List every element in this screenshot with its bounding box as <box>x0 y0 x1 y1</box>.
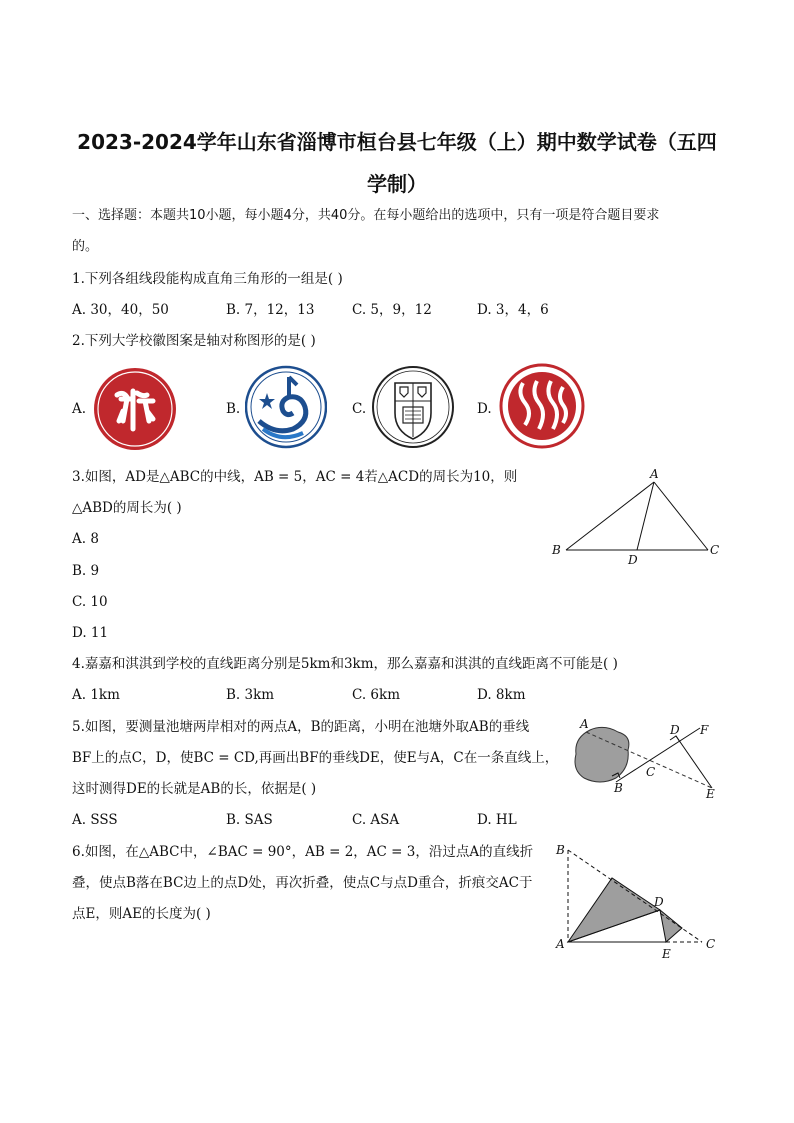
q4-option-d[interactable]: D. 8km <box>477 687 526 703</box>
page-title-line-1: 2023-2024学年山东省淄博市桓台县七年级（上）期中数学试卷（五四 <box>77 130 717 154</box>
q1-stem: 1.下列各组线段能构成直角三角形的一组是( ) <box>72 271 343 287</box>
q3-label-d: D <box>628 553 638 567</box>
page-title-line-2: 学制） <box>367 172 427 196</box>
q4-stem: 4.嘉嘉和淇淇到学校的直线距离分别是5km和3km，那么嘉嘉和淇淇的直线距离不可能是( ) <box>72 656 618 672</box>
q1-option-c[interactable]: C. 5，9，12 <box>352 302 432 318</box>
q5-option-a[interactable]: A. SSS <box>72 812 118 828</box>
q6-label-b: B <box>556 843 565 857</box>
q1-option-b[interactable]: B. 7，12，13 <box>226 302 315 318</box>
q2-stem: 2.下列大学校徽图案是轴对称图形的是( ) <box>72 333 316 349</box>
q5-pond-figure <box>570 716 724 802</box>
q5-stem-line-3: 这时测得DE的长就是AB的长，依据是( ) <box>72 781 317 797</box>
q3-stem-line-1: 3.如图，AD是△ABC的中线，AB = 5，AC = 4若△ACD的周长为10，则 <box>72 469 518 485</box>
q3-label-b: B <box>552 543 561 557</box>
q5-label-a: A <box>580 717 589 731</box>
section-heading-line-2: 的。 <box>72 239 99 254</box>
q3-label-a: A <box>650 467 659 481</box>
q4-option-b[interactable]: B. 3km <box>226 687 275 703</box>
q5-label-b: B <box>614 781 623 795</box>
q4-option-a[interactable]: A. 1km <box>72 687 120 703</box>
q3-triangle-figure <box>548 466 728 572</box>
q6-stem-line-1: 6.如图，在△ABC中，∠BAC = 90°，AB = 2，AC = 3，沿过点A的直线折 <box>72 844 534 860</box>
q2-option-b[interactable]: B. <box>226 401 241 417</box>
q3-stem-line-2: △ABD的周长为( ) <box>72 500 182 516</box>
q6-stem-line-2: 叠，使点B落在BC边上的点D处，再次折叠，使点C与点D重合，折痕交AC于 <box>72 875 533 891</box>
q2-option-d[interactable]: D. <box>477 401 492 417</box>
q5-option-c[interactable]: C. ASA <box>352 812 400 828</box>
q2-option-c[interactable]: C. <box>352 401 367 417</box>
q5-stem-line-1: 5.如图，要测量池塘两岸相对的两点A，B的距离，小明在池塘外取AB的垂线 <box>72 719 530 735</box>
q5-stem-line-2: BF上的点C，D，使BC = CD,再画出BF的垂线DE，使E与A，C在一条直线上， <box>72 750 559 766</box>
q6-label-e: E <box>662 947 671 961</box>
q3-option-d[interactable]: D. 11 <box>72 625 109 641</box>
q1-option-a[interactable]: A. 30，40，50 <box>72 302 169 318</box>
q5-label-c: C <box>646 765 656 779</box>
q6-label-d: D <box>654 895 664 909</box>
section-heading-line-1: 一、选择题：本题共10小题，每小题4分，共40分。在每小题给出的选项中，只有一项是符合题目要求 <box>72 208 660 223</box>
q2-option-a[interactable]: A. <box>72 401 87 417</box>
q3-label-c: C <box>710 543 720 557</box>
q6-label-c: C <box>706 937 716 951</box>
q4-option-c[interactable]: C. 6km <box>352 687 401 703</box>
q3-option-b[interactable]: B. 9 <box>72 563 100 579</box>
university-badge-c-icon[interactable] <box>371 365 455 449</box>
university-badge-b-icon[interactable] <box>245 363 327 451</box>
university-badge-a-icon[interactable] <box>93 367 177 451</box>
q1-option-d[interactable]: D. 3，4，6 <box>477 302 549 318</box>
q6-fold-figure <box>552 840 724 964</box>
q5-label-e: E <box>706 787 715 801</box>
q5-label-d: D <box>670 723 680 737</box>
q6-stem-line-3: 点E，则AE的长度为( ) <box>72 906 211 922</box>
q3-option-c[interactable]: C. 10 <box>72 594 108 610</box>
university-badge-d-icon[interactable] <box>499 363 585 449</box>
q6-label-a: A <box>556 937 565 951</box>
q5-option-b[interactable]: B. SAS <box>226 812 273 828</box>
q3-option-a[interactable]: A. 8 <box>72 531 99 547</box>
q5-option-d[interactable]: D. HL <box>477 812 517 828</box>
q5-label-f: F <box>700 723 709 737</box>
